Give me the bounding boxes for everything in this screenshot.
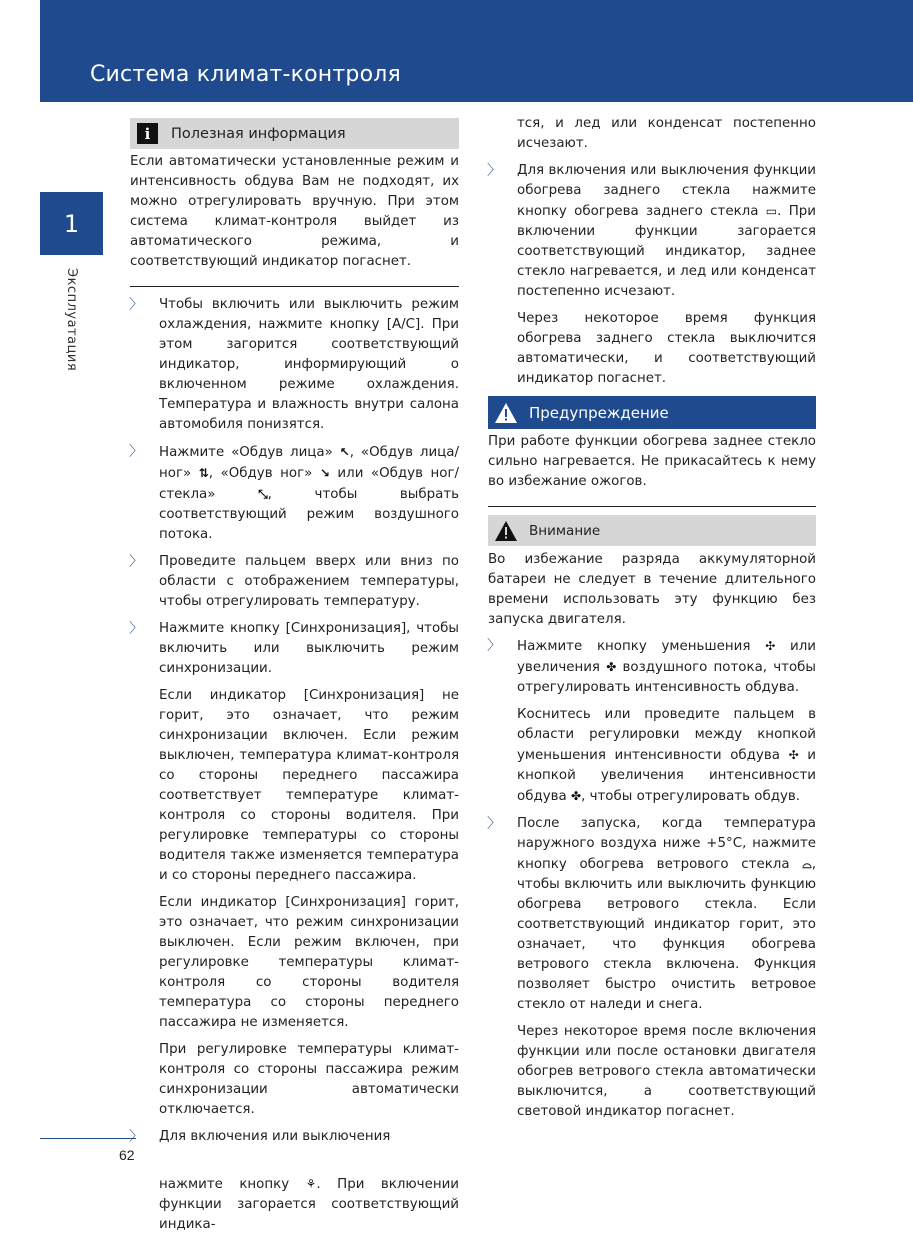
face-vent-icon: ↖ xyxy=(339,445,350,459)
paragraph: Через некоторое время функция обогрева заднего стекла выключится автоматически, и соответствующий индикатор погаснет. xyxy=(517,311,816,386)
chevron-right-icon: 〉 xyxy=(129,444,143,460)
caution-header xyxy=(488,515,816,546)
fan-large-icon: ✤ xyxy=(606,660,617,674)
feet-windshield-vent-icon: ⤡ xyxy=(258,487,268,501)
feet-vent-icon: ↘ xyxy=(319,466,330,480)
chevron-right-icon: 〉 xyxy=(487,163,501,179)
paragraph: тся, и лед или конденсат постепенно исчезают. xyxy=(517,116,816,151)
fan-icon: ⚘ xyxy=(305,1177,317,1191)
left-column xyxy=(130,118,459,1242)
list-item: 〉 Для включения или выключения xyxy=(129,1129,391,1145)
list-item: 〉 Нажмите кнопку уменьшения ✣ или увеличения ✤ воздушного потока, чтобы отрегулировать интенсивность обдува. xyxy=(487,638,816,695)
rear-window-heat-icon: ▭ xyxy=(765,204,778,218)
divider xyxy=(488,506,816,507)
page-number: 62 xyxy=(119,1147,135,1163)
windshield-defrost-icon: ⌓ xyxy=(802,857,812,871)
paragraph: нажмите кнопку ⚘. При включении функции загорается соответствующий индика- xyxy=(130,1172,459,1235)
caution-icon xyxy=(494,520,518,542)
list-item: 〉 Нажмите кнопку [Синхронизация], чтобы включить или выключить режим синхронизации. xyxy=(129,621,459,676)
caution-title: Внимание xyxy=(529,522,601,539)
footer-line xyxy=(40,1138,136,1139)
chevron-right-icon: 〉 xyxy=(129,621,143,637)
paragraph: Коснитесь или проведите пальцем в области регулировки между кнопкой уменьшения интенсивности обдува ✣ и кнопкой увеличения интенсивности обдува ✤, чтобы отрегулировать обдув. xyxy=(517,707,816,804)
fan-small-icon: ✣ xyxy=(788,748,799,762)
chapter-number-tab: 1 xyxy=(40,192,103,255)
list-item: 〉 Проведите пальцем вверх или вниз по области с отображением температуры, чтобы отрегулировать температуру. xyxy=(129,554,459,609)
list-item: 〉 После запуска, когда температура наружного воздуха ниже +5°C, нажмите кнопку обогрева ветрового стекла ⌓, чтобы включить или выключить функцию обогрева ветрового стекла. Если соответствующий индикатор горит, это означает, что функция обогрева ветрового стекла включена. Функция позволяет быстро очистить ветровое стекло от наледи и снега. xyxy=(487,816,816,1012)
paragraph: Через некоторое время после включения функции или после остановки двигателя обогрев ветрового стекла автоматически выключится, а соответствующий световой индикатор погаснет. xyxy=(517,1024,816,1119)
warning-header xyxy=(488,396,816,429)
chevron-right-icon: 〉 xyxy=(129,554,143,570)
page-title: Система климат-контроля xyxy=(90,62,401,87)
warning-icon xyxy=(494,402,518,424)
paragraph: Если индикатор [Синхронизация] горит, это означает, что режим синхронизации выключен. Если режим включен, при регулировке температуры климат-контроля со стороны водителя температура со стороны переднего пассажира не изменяется. xyxy=(159,895,459,1030)
info-box-header xyxy=(130,118,459,149)
chevron-right-icon: 〉 xyxy=(487,816,501,832)
chevron-right-icon: 〉 xyxy=(129,1129,143,1145)
warning-title: Предупреждение xyxy=(529,403,669,422)
chevron-right-icon: 〉 xyxy=(129,297,143,313)
info-text: Если автоматически установленные режим и интенсивность обдува Вам не подходят, их можно отрегулировать вручную. При этом система климат-контроля выйдет из автоматического режима, и соответствующий индикатор погаснет. xyxy=(130,154,459,269)
divider xyxy=(130,286,459,287)
paragraph: При регулировке температуры климат-контроля со стороны пассажира режим синхронизации автоматически отключается. xyxy=(159,1042,459,1117)
fan-large-icon: ✤ xyxy=(571,789,582,803)
list-item: 〉 Нажмите «Обдув лица» ↖, «Обдув лица/ног» ⇅, «Обдув ног» ↘ или «Обдув ног/стекла» ⤡, чтобы выбрать соответствующий режим воздушного потока. xyxy=(129,444,460,542)
caution-text: Во избежание разряда аккумуляторной батареи не следует в течение длительного времени использовать эту функцию без запуска двигателя. xyxy=(488,552,816,627)
list-item: 〉 Чтобы включить или выключить режим охлаждения, нажмите кнопку [A/C]. При этом загорится соответствующий индикатор, информирующий о включенном режиме охлаждения. Температура и влажность внутри салона автомобиля понизятся. xyxy=(129,297,459,432)
fan-small-icon: ✣ xyxy=(765,639,776,653)
info-icon: i xyxy=(137,123,158,144)
right-column xyxy=(488,114,816,1129)
warning-text: При работе функции обогрева заднее стекло сильно нагревается. Не прикасайтесь к нему во избежание ожогов. xyxy=(488,434,816,489)
paragraph: Если индикатор [Синхронизация] не горит, это означает, что режим синхронизации включен. Если режим выключен, температура климат-контроля со стороны переднего пассажира соответствует температуре климат-контроля со стороны водителя. При регулировке температуры со стороны водителя также изменяется температура и со стороны переднего пассажира. xyxy=(159,688,459,883)
chapter-label: Эксплуатация xyxy=(64,268,79,372)
info-title: Полезная информация xyxy=(171,125,346,142)
chevron-right-icon: 〉 xyxy=(487,638,501,654)
face-feet-vent-icon: ⇅ xyxy=(198,466,209,480)
list-item: 〉 Для включения или выключения функции обогрева заднего стекла нажмите кнопку обогрева заднего стекла ▭. При включении функции загорается соответствующий индикатор, заднее стекло нагревается, и лед или конденсат постепенно исчезают. xyxy=(487,163,816,299)
